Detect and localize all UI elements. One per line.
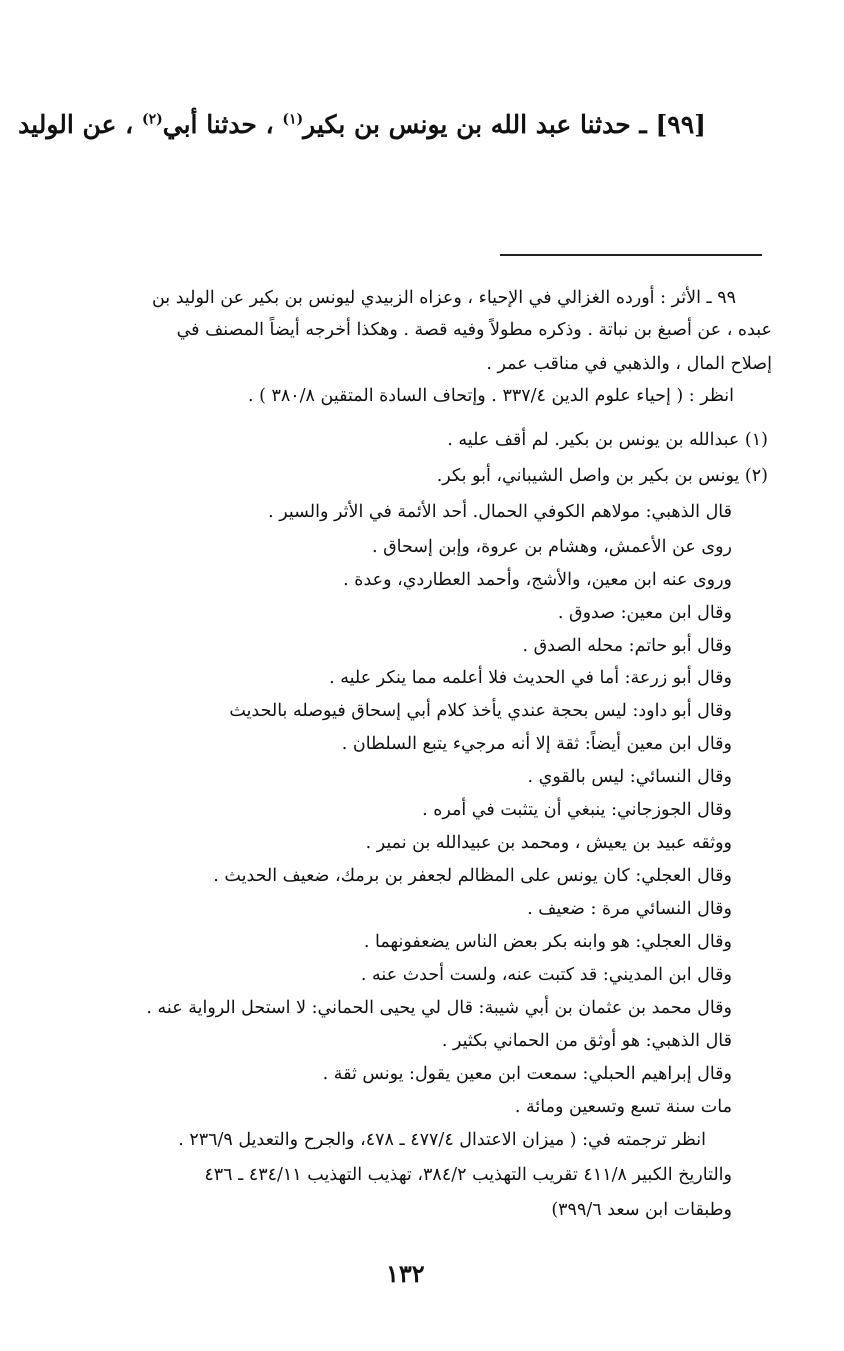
bio-line: وقال الجوزجاني: ينبغي أن يتثبت في أمره .: [422, 800, 732, 820]
hadith-number: [٩٩]: [655, 110, 706, 139]
reference-line: وطبقات ابن سعد ٣٩٩/٦): [551, 1200, 732, 1220]
athar-line: ٩٩ ـ الأثر : أورده الغزالي في الإحياء ، وعزاه الزبيدي ليونس بن بكير عن الوليد بن: [151, 288, 736, 308]
footnote-divider: [500, 254, 762, 256]
athar-line: انظر : ( إحياء علوم الدين ٣٣٧/٤ . وإتحاف السادة المتقين ٣٨٠/٨ ) .: [247, 386, 734, 406]
bio-line: وقال أبو زرعة: أما في الحديث فلا أعلمه مما ينكر عليه .: [329, 668, 732, 688]
main-hadith-line: [18, 110, 706, 139]
bio-line: وقال محمد بن عثمان بن أبي شيبة: قال لي يحيى الحماني: لا استحل الرواية عنه .: [146, 998, 732, 1018]
reference-line: والتاريخ الكبير ٤١١/٨ تقريب التهذيب ٣٨٤/٢، تهذيب التهذيب ٤٣٤/١١ ـ ٤٣٦: [204, 1165, 732, 1185]
bio-line: وقال العجلي: هو وابنه بكر بعض الناس يضعفونهما .: [363, 932, 732, 952]
bio-line: وقال ابن المديني: قد كتبت عنه، ولست أحدث عنه .: [360, 965, 732, 985]
hadith-text-part2: ، حدثنا أبي: [162, 110, 274, 139]
hadith-text-part3: ، عن الوليد: [18, 110, 134, 139]
reference-line: انظر ترجمته في: ( ميزان الاعتدال ٤٧٧/٤ ـ ٤٧٨، والجرح والتعديل ٢٣٦/٩ .: [178, 1130, 706, 1150]
bio-line: قال الذهبي: مولاهم الكوفي الحمال. أحد الأئمة في الأثر والسير .: [268, 502, 732, 522]
footnote-2: (٢) يونس بن بكير بن واصل الشيباني، أبو بكر.: [436, 466, 768, 486]
bio-line: وقال ابن معين: صدوق .: [557, 603, 732, 623]
bio-line: ووثقه عبيد بن يعيش ، ومحمد بن عبيدالله بن نمير .: [365, 833, 732, 853]
bio-line: وقال إبراهيم الحبلي: سمعت ابن معين يقول: يونس ثقة .: [322, 1064, 732, 1084]
bio-line: قال الذهبي: هو أوثق من الحماني بكثير .: [441, 1031, 732, 1051]
bio-line: روى عن الأعمش، وهشام بن عروة، وإبن إسحاق .: [371, 537, 732, 557]
bio-line: مات سنة تسع وتسعين ومائة .: [514, 1097, 732, 1117]
bio-line: وقال أبو داود: ليس بحجة عندي يأخذ كلام أبي إسحاق فيوصله بالحديث: [229, 701, 732, 721]
bio-line: وقال النسائي: ليس بالقوي .: [527, 767, 732, 787]
page-number: ١٣٢: [386, 1259, 425, 1288]
bio-line: وقال العجلي: كان يونس على المظالم لجعفر بن برمك، ضعيف الحديث .: [213, 866, 732, 886]
bio-line: وقال أبو حاتم: محله الصدق .: [522, 636, 732, 656]
footnote-ref-1: (١): [282, 111, 304, 128]
bio-line: وقال ابن معين أيضاً: ثقة إلا أنه مرجيء يتبع السلطان .: [341, 734, 732, 754]
bio-line: وروى عنه ابن معين، والأشج، وأحمد العطاردي، وعدة .: [343, 570, 732, 590]
athar-line: إصلاح المال ، والذهبي في مناقب عمر .: [486, 354, 772, 374]
bio-line: وقال النسائي مرة : ضعيف .: [527, 899, 732, 919]
footnote-ref-2: (٢): [141, 111, 163, 128]
athar-line: عبده ، عن أصبغ بن نباتة . وذكره مطولاً وفيه قصة . وهكذا أخرجه أيضاً المصنف في: [176, 320, 772, 340]
hadith-text-part1: ـ حدثنا عبد الله بن يونس بن بكير: [303, 110, 647, 139]
footnote-1: (١) عبدالله بن يونس بن بكير. لم أقف عليه .: [447, 430, 768, 450]
